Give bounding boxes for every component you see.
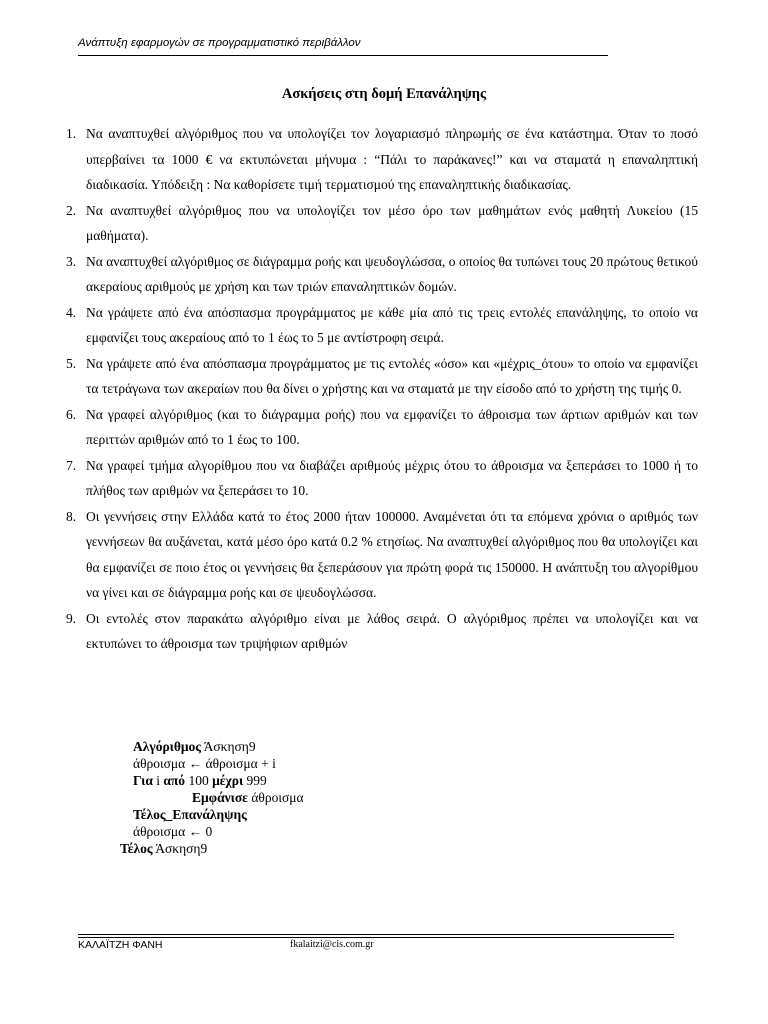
exercise-text: Να αναπτυχθεί αλγόριθμος που να υπολογίζει τον μέσο όρο των μαθημάτων ενός μαθητή Λυκείου (15 μαθήματα). xyxy=(86,202,698,243)
exercise-number: 6. xyxy=(66,406,77,422)
algorithm-end-name: Άσκηση9 xyxy=(152,841,208,856)
exercise-number: 7. xyxy=(66,457,77,473)
exercise-number: 5. xyxy=(66,355,77,371)
algorithm-statement: άθροισμα ← 0 xyxy=(133,824,213,839)
document-title: Ασκήσεις στη δομή Επανάληψης xyxy=(281,86,487,102)
algorithm-name: Άσκηση9 xyxy=(201,739,256,754)
exercise-number: 2. xyxy=(66,202,77,218)
algorithm-statement: άθροισμα ← άθροισμα + i xyxy=(133,756,276,771)
algorithm-line-sum-init xyxy=(133,824,212,840)
algorithm-keyword-from: από xyxy=(163,773,186,788)
algorithm-line-header xyxy=(133,739,256,755)
algorithm-keyword-end: Τέλος xyxy=(120,841,153,856)
exercise-text: Να γραφεί τμήμα αλγορίθμου που να διαβάζει αριθμούς μέχρις ότου το άθροισμα να ξεπεράσει το 1000 ή το πλήθος των αριθμών να ξεπεράσει το 10. xyxy=(86,457,698,498)
algorithm-keyword-end-loop: Τέλος_Επανάληψης xyxy=(133,807,247,822)
exercise-number: 4. xyxy=(66,304,77,320)
algorithm-line-end-loop xyxy=(133,807,247,823)
exercise-text: Οι γεννήσεις στην Ελλάδα κατά το έτος 2000 ήταν 100000. Αναμένεται ότι τα επόμενα χρόνια ο αριθμός των γεννήσεων θα αυξάνεται, κατά μέσο όρο κατά 0.2 % ετησίως. Να αναπτυχθεί αλγόριθμος που θα υπολογίζει και θα εμφανίζει σε ποιο έτος οι γεννήσεις θα ξεπεράσουν για πρώτη φορά τις 150000. Η ανάπτυξη του αλγορίθμου να γίνει και σε διάγραμμα ροής και σε ψευδογλώσσα. xyxy=(86,508,698,600)
footer-divider xyxy=(78,934,674,938)
footer-email: fkalaitzi@cis.com.gr xyxy=(290,939,374,950)
exercise-number: 8. xyxy=(66,508,77,524)
algorithm-line-print xyxy=(192,790,304,806)
exercise-number: 9. xyxy=(66,610,77,626)
footer-author: ΚΑΛΑΪΤΖΗ ΦΑΝΗ xyxy=(78,939,163,951)
exercise-number: 3. xyxy=(66,253,77,269)
algorithm-print-arg: άθροισμα xyxy=(247,790,304,805)
exercise-text: Να γραφεί αλγόριθμος (και το διάγραμμα ροής) που να εμφανίζει το άθροισμα των άρτιων αριθμών και των περιττών αριθμών από το 1 έως το 100. xyxy=(86,406,698,447)
algorithm-keyword-print: Εμφάνισε xyxy=(192,790,248,805)
exercise-text: Να αναπτυχθεί αλγόριθμος που να υπολογίζει τον λογαριασμό πληρωμής σε ένα κατάστημα. Όταν το ποσό υπερβαίνει τα 1000 € να εκτυπώνεται μήνυμα : “Πάλι το παράκανες!” και να σταματά η επαναληπτική διαδικασία. Υπόδειξη : Να καθορίσετε τιμή τερματισμού της επαναληπτικής διαδικασίας. xyxy=(86,126,698,192)
algorithm-loop-end: 999 xyxy=(243,773,267,788)
algorithm-line-sum-add xyxy=(133,756,276,772)
page-header: Ανάπτυξη εφαρμογών σε προγραμματιστικό περιβάλλον xyxy=(78,37,361,49)
exercise-number: 1. xyxy=(66,126,77,141)
algorithm-keyword: Αλγόριθμος xyxy=(133,739,202,754)
algorithm-loop-start: 100 xyxy=(185,773,213,788)
exercise-text: Να γράψετε από ένα απόσπασμα προγράμματος με κάθε μία από τις τρεις εντολές επανάληψης, το οποίο να εμφανίζει τους ακεραίους από το 1 έως το 5 με αντίστροφη σειρά. xyxy=(86,304,698,345)
algorithm-keyword-to: μέχρι xyxy=(212,773,244,788)
exercise-text: Να αναπτυχθεί αλγόριθμος σε διάγραμμα ροής και ψευδογλώσσα, ο οποίος θα τυπώνει τους 20 πρώτους θετικού ακεραίους αριθμούς με χρήση και των τριών επαναληπτικών δομών. xyxy=(86,253,698,294)
algorithm-loop-var: i xyxy=(152,773,164,788)
algorithm-line-end xyxy=(120,841,207,857)
algorithm-keyword-for: Για xyxy=(133,773,153,788)
exercise-text: Να γράψετε από ένα απόσπασμα προγράμματος με τις εντολές «όσο» και «μέχρις_ότου» το οποίο να εμφανίζει τα τετράγωνα των ακεραίων που θα δίνει ο χρήστης και να σταματά με την είσοδο από το χρήστη της τιμής 0. xyxy=(86,355,698,396)
exercise-text: Οι εντολές στον παρακάτω αλγόριθμο είναι με λάθος σειρά. Ο αλγόριθμος πρέπει να υπολογίζει και να εκτυπώνει το άθροισμα των τριψήφιων αριθμών xyxy=(86,610,698,651)
algorithm-line-for xyxy=(133,773,267,789)
